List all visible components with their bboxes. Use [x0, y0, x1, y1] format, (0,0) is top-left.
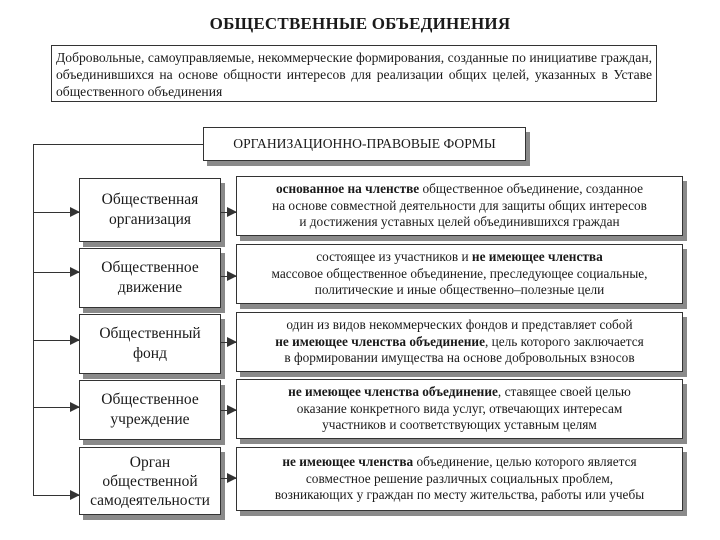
- desc-text: один из видов некоммерческих фондов и представляет собой: [286, 317, 633, 333]
- desc-text: состоящее из участников и: [316, 249, 472, 265]
- definition-box: Добровольные, самоуправляемые, некоммерческие формирования, созданные по инициативе граждан, объединившихся на основе общности интересов для реализации общих целей, указанных в Уставе общественного объединения: [51, 45, 657, 102]
- form-name-self-governance: [79, 447, 221, 515]
- arrow-to-form-3: [33, 340, 79, 341]
- desc-text: массовое общественное объединение, преследующее социальные,: [271, 265, 648, 281]
- arrow-to-desc-5: [221, 478, 236, 479]
- arrow-to-desc-3: [221, 342, 236, 343]
- form-name-line: Общественное: [101, 391, 199, 408]
- desc-text: совместное решение различных социальных проблем,: [305, 470, 614, 486]
- desc-emphasis: не имеющее членства: [471, 249, 603, 265]
- form-name-line: движение: [117, 279, 183, 296]
- desc-text: политические и иные общественно–полезные цели: [314, 282, 605, 298]
- connector-trunk: [33, 144, 34, 496]
- desc-emphasis: основанное на членстве: [275, 181, 420, 197]
- arrow-to-desc-4: [221, 410, 236, 411]
- arrow-to-desc-2: [221, 276, 236, 277]
- desc-text: , цель которого заключается: [484, 333, 644, 349]
- form-name-line: учреждение: [110, 411, 190, 428]
- connector-top: [33, 144, 203, 145]
- form-name-line: общественной: [102, 472, 198, 490]
- desc-text: общественное объединение, созданное: [419, 181, 644, 197]
- form-desc-self-governance: [236, 447, 683, 511]
- desc-text: объединение, целью которого является: [413, 454, 637, 470]
- form-name-line: Общественная: [101, 191, 199, 208]
- form-name-line: самодеятельности: [90, 491, 210, 509]
- desc-emphasis: не имеющее членства: [282, 454, 414, 470]
- forms-header-box: ОРГАНИЗАЦИОННО-ПРАВОВЫЕ ФОРМЫ: [203, 127, 526, 161]
- desc-text: участников и соответствующих уставным целям: [322, 417, 597, 433]
- form-name-movement: [79, 248, 221, 308]
- form-desc-organization: [236, 176, 683, 236]
- form-desc-institution: [236, 379, 683, 439]
- page-title: ОБЩЕСТВЕННЫЕ ОБЪЕДИНЕНИЯ: [209, 14, 511, 33]
- desc-emphasis: не имеющее членства объединение: [288, 384, 498, 400]
- form-name-institution: [79, 380, 221, 440]
- form-name-organization: [79, 178, 221, 242]
- desc-text: оказание конкретного вида услуг, отвечающих интересам: [296, 400, 623, 416]
- desc-text: на основе совместной деятельности для защиты общих интересов: [272, 197, 647, 213]
- form-name-line: Орган: [129, 453, 171, 471]
- form-name-line: фонд: [133, 345, 167, 362]
- form-name-line: Общественный: [99, 325, 201, 342]
- desc-text: возникающих у граждан по месту жительства, работы или учебы: [274, 487, 645, 503]
- form-desc-fund: [236, 312, 683, 372]
- desc-text: в формировании имущества на основе добровольных взносов: [284, 350, 635, 366]
- desc-text: и достижения уставных целей объединившихся граждан: [299, 214, 620, 230]
- form-desc-movement: [236, 244, 683, 304]
- arrow-to-desc-1: [221, 212, 236, 213]
- arrow-to-form-2: [33, 272, 79, 273]
- form-name-fund: [79, 314, 221, 374]
- desc-text: , ставящее своей целью: [497, 384, 631, 400]
- arrow-to-form-1: [33, 212, 79, 213]
- arrow-to-form-5: [33, 495, 79, 496]
- form-name-line: организация: [108, 211, 192, 228]
- arrow-to-form-4: [33, 407, 79, 408]
- form-name-line: Общественное: [101, 259, 199, 276]
- desc-emphasis: не имеющее членства объединение: [275, 333, 485, 349]
